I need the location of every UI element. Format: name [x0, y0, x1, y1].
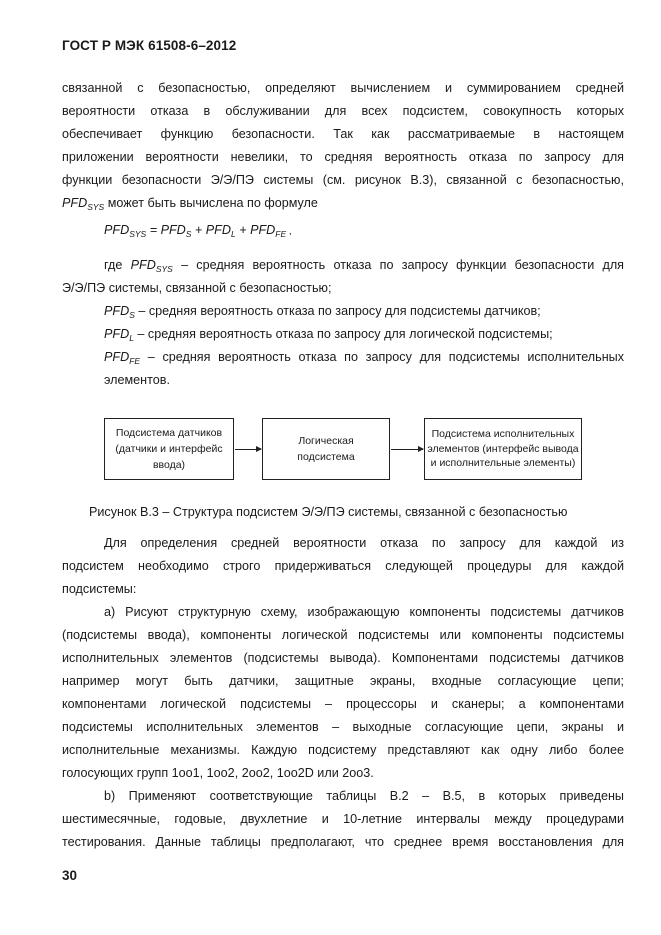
where-prefix: где — [104, 258, 131, 272]
para2-line-2: подсистем необходимо строго придерживаться следующей процедуры для каждой — [62, 559, 624, 573]
pfd-fe-symbol: PFD — [104, 350, 130, 364]
item-a-line-5: компонентами логической подсистемы – процессоры и сканеры; а компонентами — [62, 697, 624, 711]
formula — [104, 222, 292, 240]
arrow-1 — [235, 449, 261, 450]
item-b-line-2: шестимесячные, годовые, двухлетние и 10-летние интервалы между процедурами — [62, 812, 624, 826]
where-pfd-l — [104, 326, 553, 342]
where-text: – средняя вероятность отказа по запросу функции безопасности для — [172, 258, 624, 272]
para2-line-1: Для определения средней вероятности отказа по запросу для каждой из — [104, 536, 624, 550]
para1-line-5: функции безопасности Э/Э/ПЭ системы (см. рисунок В.3), связанной с безопасностью, — [62, 173, 624, 187]
logic-subsystem-box: Логическая подсистема — [262, 418, 390, 480]
formula-eq: = — [146, 223, 161, 237]
page-number: 30 — [62, 868, 78, 883]
formula-plus-1: + — [191, 223, 206, 237]
where-line-2: Э/Э/ПЭ системы, связанной с безопасностью; — [62, 281, 332, 295]
arrow-2 — [391, 449, 423, 450]
item-b-line-1: b) Применяют соответствующие таблицы В.2 – В.5, в которых приведены — [104, 789, 624, 803]
pfd-sys-subscript: SYS — [87, 202, 105, 212]
pfd-l-symbol: PFD — [104, 327, 130, 341]
formula-lhs: PFD — [104, 223, 130, 237]
para1-line-2: вероятности отказа в обслуживании для всех подсистем, совокупность которых — [62, 104, 624, 118]
formula-lhs-sub: SYS — [129, 229, 147, 239]
item-a-line-6: подсистемы исполнительных элементов – выходные согласующие цепи, экраны и — [62, 720, 624, 734]
sensor-subsystem-box: Подсистема датчиков (датчики и интерфейс ввода) — [104, 418, 234, 480]
pfd-s-sub: S — [129, 310, 135, 320]
document-header: ГОСТ Р МЭК 61508-6–2012 — [62, 38, 237, 53]
where-line-1 — [104, 257, 624, 273]
formula-term-2: PFD — [205, 223, 231, 237]
pfd-l-sub: L — [129, 333, 134, 343]
item-a-line-3: исполнительных элементов (подсистемы вывода). Компонентами подсистемы датчиков — [62, 651, 624, 665]
pfd-l-text: – средняя вероятность отказа по запросу для логической подсистемы; — [133, 327, 553, 341]
item-a-line-2: (подсистемы ввода), компоненты логической подсистемы или компоненты подсистемы — [62, 628, 624, 642]
pfd-s-text: – средняя вероятность отказа по запросу для подсистемы датчиков; — [134, 304, 541, 318]
where-pfd-fe-cont: элементов. — [104, 373, 170, 387]
item-a-line-8: голосующих групп 1оо1, 1оо2, 2оо2, 1оо2D или 2оо3. — [62, 766, 374, 780]
where-pfd-s — [104, 303, 541, 319]
where-pfd-fe — [104, 349, 624, 365]
item-a-line-4: например могут быть датчики, защитные экраны, входные согласующие цепи; — [62, 674, 624, 688]
formula-term-3: PFD — [250, 223, 276, 237]
figure-caption: Рисунок В.3 – Структура подсистем Э/Э/ПЭ системы, связанной с безопасностью — [89, 505, 568, 519]
pfd-sys-symbol: PFD — [62, 196, 88, 210]
formula-term-1: PFD — [160, 223, 186, 237]
formula-term-2-sub: L — [230, 229, 236, 239]
para1-line-3: обеспечивает функцию безопасности. Так как рассматриваемые в настоящем — [62, 127, 624, 141]
formula-tail: , — [286, 226, 292, 237]
pfd-s-symbol: PFD — [104, 304, 130, 318]
item-b-line-3: тестирования. Данные таблицы предполагают, что среднее время восстановления для — [62, 835, 624, 849]
para1-line-1: связанной с безопасностью, определяют вычислением и суммированием средней — [62, 81, 624, 95]
pfd-fe-text: – средняя вероятность отказа по запросу для подсистемы исполнительных — [140, 350, 624, 364]
formula-plus-2: + — [235, 223, 251, 237]
item-a-line-1: а) Рисуют структурную схему, изображающую компоненты подсистемы датчиков — [104, 605, 624, 619]
para1-line-6-text: может быть вычислена по формуле — [104, 196, 318, 210]
para1-line-6 — [62, 195, 318, 211]
formula-term-1-sub: S — [185, 229, 192, 239]
item-a-line-7: исполнительные механизмы. Каждую подсистему представляют как одну либо более — [62, 743, 624, 757]
final-element-subsystem-box: Подсистема исполнительных элементов (интерфейс вывода и исполнительные элементы) — [424, 418, 582, 480]
formula-term-3-sub: FE — [275, 229, 287, 239]
where-sym: PFD — [130, 258, 156, 272]
para1-line-4: приложении вероятности невелики, то средняя вероятность отказа по запросу для — [62, 150, 624, 164]
pfd-fe-sub: FE — [129, 356, 141, 366]
para2-line-3: подсистемы: — [62, 582, 137, 596]
where-sub: SYS — [155, 264, 173, 274]
